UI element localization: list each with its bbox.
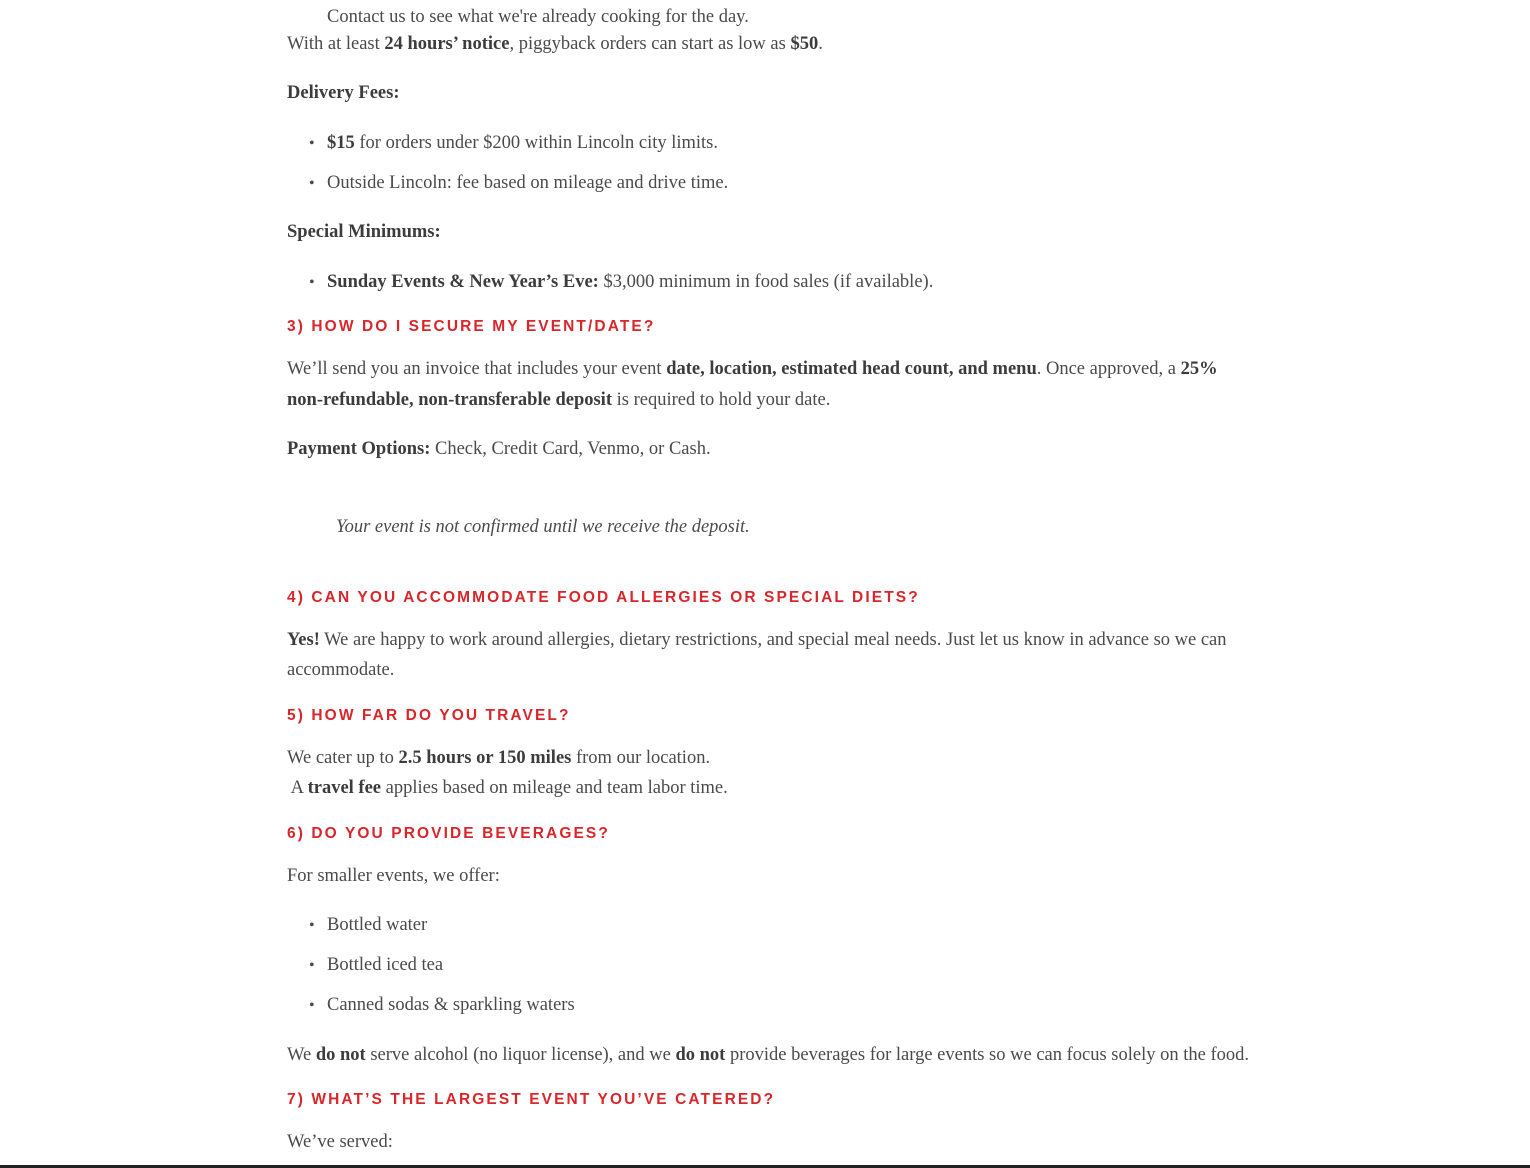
bullet-icon: • bbox=[309, 274, 315, 291]
faq-heading-5: 5) HOW FAR DO YOU TRAVEL? bbox=[287, 707, 571, 724]
allergies-paragraph-line-1: Yes! We are happy to work around allergies, dietary restrictions, and special meal needs. Just let us know in advance so we can bbox=[287, 630, 1227, 650]
bullet-icon: • bbox=[309, 135, 315, 152]
alcohol-paragraph: We do not serve alcohol (no liquor license), and we do not provide beverages for large events so we can focus solely on the food. bbox=[287, 1045, 1250, 1065]
special-minimums-label: Special Minimums: bbox=[287, 222, 441, 242]
delivery-fees-label: Delivery Fees: bbox=[287, 83, 400, 103]
list-item: • Bottled iced tea bbox=[309, 950, 443, 981]
bullet-icon: • bbox=[309, 997, 315, 1014]
travel-line-2: A travel fee applies based on mileage and team labor time. bbox=[287, 778, 728, 798]
piggyback-paragraph: With at least 24 hours’ notice, piggyback orders can start as low as $50. bbox=[287, 34, 823, 54]
payment-options: Payment Options: Check, Credit Card, Venmo, or Cash. bbox=[287, 439, 711, 459]
list-item: • Sunday Events & New Year’s Eve: $3,000 minimum in food sales (if available). bbox=[309, 267, 933, 298]
deposit-quote: Your event is not confirmed until we receive the deposit. bbox=[336, 517, 750, 537]
faq-heading-4: 4) CAN YOU ACCOMMODATE FOOD ALLERGIES OR SPECIAL DIETS? bbox=[287, 589, 920, 606]
list-item: • $15 for orders under $200 within Lincoln city limits. bbox=[309, 128, 718, 159]
faq-heading-3: 3) HOW DO I SECURE MY EVENT/DATE? bbox=[287, 318, 656, 335]
list-item: • Outside Lincoln: fee based on mileage and drive time. bbox=[309, 168, 728, 199]
bullet-icon: • bbox=[309, 957, 315, 974]
served-intro: We’ve served: bbox=[287, 1132, 393, 1152]
list-item: • Bottled water bbox=[309, 910, 427, 941]
invoice-paragraph-line-1: We’ll send you an invoice that includes your event date, location, estimated head count, and menu. Once approved, a 25% bbox=[287, 359, 1218, 379]
travel-line-1: We cater up to 2.5 hours or 150 miles from our location. bbox=[287, 748, 711, 768]
bullet-icon: • bbox=[309, 175, 315, 192]
allergies-paragraph-line-2: accommodate. bbox=[287, 660, 395, 680]
faq-heading-6: 6) DO YOU PROVIDE BEVERAGES? bbox=[287, 825, 610, 842]
faq-heading-7: 7) WHAT’S THE LARGEST EVENT YOU’VE CATERED? bbox=[287, 1091, 776, 1108]
invoice-paragraph-line-2: non-refundable, non-transferable deposit is required to hold your date. bbox=[287, 390, 831, 410]
cutoff-text: Contact us to see what we're already cooking for the day. bbox=[327, 6, 749, 27]
beverages-intro: For smaller events, we offer: bbox=[287, 866, 500, 886]
list-item: • Canned sodas & sparkling waters bbox=[309, 990, 575, 1021]
bullet-icon: • bbox=[309, 917, 315, 934]
